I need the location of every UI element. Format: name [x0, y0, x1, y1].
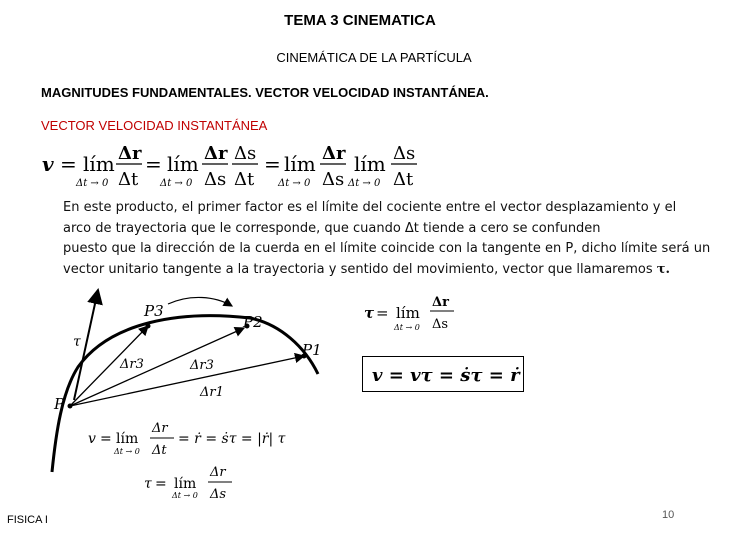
label-p1: P1 [302, 341, 322, 359]
formula-delta-t: Δt [118, 169, 139, 190]
formula-delta-t-3: Δt [393, 169, 414, 190]
svg-text:=: = [155, 476, 167, 492]
label-delta-r1: Δr1 [200, 385, 224, 400]
section-heading: MAGNITUDES FUNDAMENTALES. VECTOR VELOCIDAD INSTANTÁNEA. [41, 85, 489, 100]
page-title: TEMA 3 CINEMATICA [284, 12, 436, 29]
section-subheading: VECTOR VELOCIDAD INSTANTÁNEA [41, 118, 268, 133]
formula-lim-2: lím [167, 152, 199, 176]
label-tau: τ [73, 334, 81, 350]
tau-limit-sub: Δt → 0 [394, 323, 420, 332]
formula-eq-2: = [145, 152, 162, 176]
formula-delta-s-2: Δs [234, 143, 257, 164]
lower-v-delta-r: Δr [152, 421, 168, 436]
boxed-formula-text: v = vτ = ṡτ = ṙ [372, 365, 520, 386]
formula-eq-3: = [264, 152, 281, 176]
tau-delta-s: Δs [432, 317, 449, 332]
formula-v: v [42, 152, 54, 176]
paragraph-tau: τ. [656, 261, 671, 277]
paragraph-line-4 [63, 260, 671, 281]
formula-lim-4: lím [354, 152, 386, 176]
lower-tau-lim: lím [174, 476, 197, 492]
lower-tau-limit-sub: Δt → 0 [172, 491, 198, 500]
paragraph-line-2: arco de trayectoria que le corresponde, que cuando Δt tiende a cero se confunden [63, 220, 601, 236]
boxed-velocity-formula [362, 356, 524, 392]
tau-limit-formula [360, 290, 470, 338]
formula-limit-sub-4: Δt → 0 [348, 178, 381, 189]
tau-eq: = [376, 304, 389, 322]
formula-delta-r: Δr [118, 143, 142, 164]
footer-course: FISICA I [7, 514, 48, 526]
trajectory-figure [40, 282, 340, 502]
lower-v-rhs: = ṙ = ṡτ = |ṙ| τ [178, 431, 286, 447]
formula-delta-s-3: Δs [322, 169, 345, 190]
formula-delta-t-2: Δt [234, 169, 255, 190]
point-p [68, 404, 73, 409]
label-p: P [54, 395, 65, 413]
tau-delta-r: Δr [432, 295, 449, 310]
paragraph-line-4-text: vector unitario tangente a la trayectoria y sentido del movimiento, vector que llamaremos [63, 261, 653, 277]
page-subtitle: CINEMÁTICA DE LA PARTÍCULA [276, 50, 472, 65]
formula-lim-3: lím [284, 152, 316, 176]
lower-v-limit-sub: Δt → 0 [114, 447, 140, 456]
page-number: 10 [662, 509, 675, 521]
label-p2: P2 [243, 313, 263, 331]
formula-delta-s: Δs [204, 169, 227, 190]
lower-tau-delta-s: Δs [210, 487, 227, 502]
formula-limit-sub-2: Δt → 0 [160, 178, 193, 189]
motion-direction-arrow [168, 297, 232, 306]
label-delta-r3-a: Δr3 [120, 357, 144, 372]
formula-limit-sub-3: Δt → 0 [278, 178, 311, 189]
formula-delta-r-2: Δr [204, 143, 228, 164]
lower-v-lim: lím [116, 431, 139, 447]
tau-symbol: τ [364, 304, 375, 322]
point-p3-dot [146, 324, 151, 329]
formula-eq: = [60, 152, 77, 176]
paragraph-line-3: puesto que la dirección de la cuerda en el límite coincide con la tangente en P, dicho límite será un [63, 241, 711, 256]
lower-v-delta-t: Δt [152, 443, 167, 458]
label-p3: P3 [144, 302, 164, 320]
formula-delta-s-4: Δs [393, 143, 416, 164]
paragraph-line-1: En este producto, el primer factor es el límite del cociente entre el vector desplazamiento y el [63, 200, 677, 215]
formula-delta-r-3: Δr [322, 143, 346, 164]
lower-v: v [88, 431, 96, 447]
chord-vector-p1 [70, 356, 304, 406]
formula-limit-sub: Δt → 0 [76, 178, 109, 189]
explanation-paragraph [63, 198, 711, 280]
label-delta-r3-b: Δr3 [190, 358, 214, 373]
tau-lim: lím [396, 304, 420, 322]
trajectory-curve [52, 316, 318, 472]
lower-tau: τ [144, 476, 152, 492]
svg-text:=: = [100, 431, 112, 447]
lower-tau-delta-r: Δr [210, 465, 226, 480]
formula-lim: lím [83, 152, 115, 176]
velocity-limit-formula [38, 140, 428, 192]
